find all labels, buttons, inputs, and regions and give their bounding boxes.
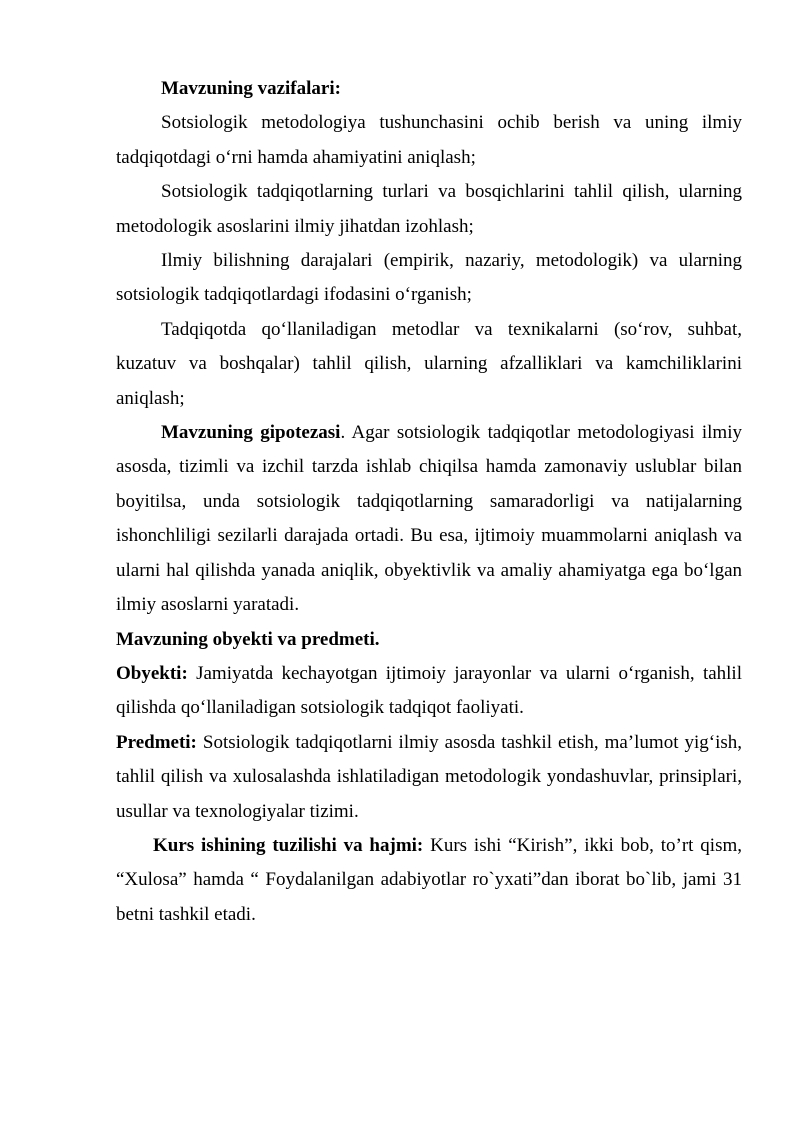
structure-text: Kurs ishi “Kirish”, ikki bob, to’rt qism, “Xulosa” hamda “ Foydalanilgan adabiyotlar ro`yxati”dan iborat bo`lib, jami 31 betni tashkil etadi. — [116, 834, 742, 925]
hypothesis-text: . Agar sotsiologik tadqiqotlar metodologiyasi ilmiy asosda, tizimli va izchil tarzda ishlab chiqilsa hamda zamonaviy uslublar bilan boyitilsa, unda sotsiologik tadqiqotlarning samaradorligi va natijalarning ishonchliligi sezilarli darajada ortadi. Bu esa, ijtimoiy muammolarni aniqlash va ularni hal qilishda yanada aniqlik, obyektivlik va amaliy ahamiyatga ega bo‘lgan ilmiy asoslarni yaratadi. — [116, 422, 742, 616]
structure-label: Kurs ishining tuzilishi va hajmi: — [153, 834, 424, 856]
object-paragraph — [116, 657, 742, 726]
structure-paragraph — [116, 829, 742, 932]
subject-text: Sotsiologik tadqiqotlarni ilmiy asosda tashkil etish, ma’lumot yig‘ish, tahlil qilish va xulosalashda ishlatiladigan metodologik yondashuvlar, prinsiplari, usullar va texnologiyalar tizimi. — [116, 731, 742, 822]
object-label: Obyekti: — [116, 662, 188, 684]
subject-paragraph — [116, 726, 742, 829]
task-item-3: Ilmiy bilishning darajalari (empirik, nazariy, metodologik) va ularning sotsiologik tadqiqotlardagi ifodasini o‘rganish; — [116, 250, 742, 306]
task-item-4: Tadqiqotda qo‘llaniladigan metodlar va texnikalarni (so‘rov, suhbat, kuzatuv va boshqalar) tahlil qilish, ularning afzalliklari va kamchiliklarini aniqlash; — [116, 318, 742, 409]
tasks-heading: Mavzuning vazifalari: — [161, 78, 341, 99]
task-item-1: Sotsiologik metodologiya tushunchasini ochib berish va uning ilmiy tadqiqotdagi o‘rni hamda ahamiyatini aniqlash; — [116, 112, 742, 168]
object-subject-heading: Mavzuning obyekti va predmeti. — [116, 628, 380, 650]
task-item-2: Sotsiologik tadqiqotlarning turlari va bosqichlarini tahlil qilish, ularning metodologik asoslarini ilmiy jihatdan izohlash; — [116, 181, 742, 237]
subject-label: Predmeti: — [116, 731, 197, 753]
document-body — [116, 72, 742, 932]
object-text: Jamiyatda kechayotgan ijtimoiy jarayonlar va ularni o‘rganish, tahlil qilishda qo‘llaniladigan sotsiologik tadqiqot faoliyati. — [116, 662, 742, 719]
hypothesis-label: Mavzuning gipotezasi — [161, 422, 341, 444]
hypothesis-paragraph — [116, 416, 742, 622]
